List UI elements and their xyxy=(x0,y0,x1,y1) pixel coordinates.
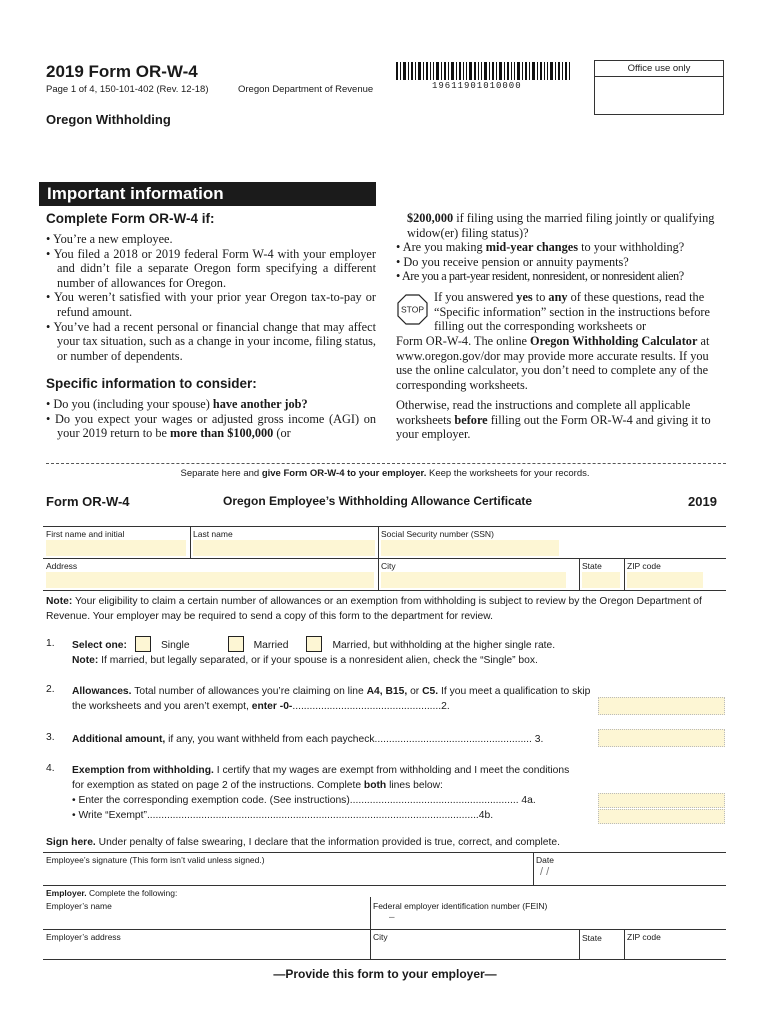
divider xyxy=(624,929,625,959)
list-item: • You’re a new employee. xyxy=(46,232,376,247)
divider xyxy=(579,929,580,959)
divider xyxy=(43,885,726,886)
ssn-label: Social Security number (SSN) xyxy=(381,529,494,539)
eligibility-note: Note: Your eligibility to claim a certain number of allowances or an exemption from withholding is subject to review by the Oregon Department of Revenue. Your employer may be required to send a copy of this form to the department for review. xyxy=(46,596,702,622)
section-title: Oregon Withholding xyxy=(46,112,171,127)
employer-zip-input[interactable] xyxy=(627,943,723,957)
married-higher-rate-checkbox[interactable] xyxy=(306,636,322,652)
first-name-input[interactable] xyxy=(46,540,186,556)
filing-status-note: Note: If married, but legally separated, or if your spouse is a nonresident alien, check the “Single” box. xyxy=(72,655,538,666)
line-number: 2. xyxy=(46,684,55,695)
address-input[interactable] xyxy=(46,572,374,588)
city-label: City xyxy=(381,561,396,571)
specific-info-heading: Specific information to consider: xyxy=(46,376,257,391)
exemption-text: Exemption from withholding. I certify that my wages are exempt from withholding and I meet the conditions for exemption as stated on page 2 of the instructions. Complete both lines below: xyxy=(72,765,570,791)
employer-zip-label: ZIP code xyxy=(627,932,661,942)
otherwise-instructions: Otherwise, read the instructions and complete all applicable worksheets before filling out the Form OR-W-4 and giving it to your employer. xyxy=(396,398,711,442)
list-item: • Do you receive pension or annuity payments? xyxy=(396,255,726,270)
divider xyxy=(190,526,191,558)
write-exempt-text: • Write “Exempt”....................................................................................................................4b. xyxy=(72,810,494,821)
right-column-questions xyxy=(396,211,726,284)
divider xyxy=(43,852,726,853)
list-item: • Are you making mid-year changes to your withholding? xyxy=(396,240,726,255)
last-name-label: Last name xyxy=(193,529,233,539)
additional-amount-text: Additional amount, if any, you want withheld from each paycheck....................................................... 3. xyxy=(72,734,544,745)
divider xyxy=(533,852,534,885)
divider xyxy=(43,590,726,591)
list-item: • You weren’t satisfied with your prior year Oregon tax-to-pay or refund amount. xyxy=(46,290,376,319)
calculator-info: Form OR-W-4. The online Oregon Withholding Calculator at www.oregon.gov/dor may provide more accurate results. If you use the online calculator, you don’t need to complete any of the corresponding worksheets. xyxy=(396,334,710,392)
stop-sign-icon xyxy=(397,294,428,325)
first-name-label: First name and initial xyxy=(46,529,125,539)
divider xyxy=(370,897,371,959)
employer-state-label: State xyxy=(582,933,602,943)
single-checkbox[interactable] xyxy=(135,636,151,652)
employer-name-label: Employer’s name xyxy=(46,901,112,911)
exemption-code-input[interactable] xyxy=(598,793,725,808)
exemption-code-text: • Enter the corresponding exemption code. (See instructions)........................................................... 4a. xyxy=(72,795,536,806)
list-item: • Do you (including your spouse) have another job? xyxy=(46,397,376,412)
office-use-label: Office use only xyxy=(595,61,723,77)
list-item: • Are you a part-year resident, nonresident, or nonresident alien? xyxy=(396,269,726,284)
exempt-input[interactable] xyxy=(598,809,725,824)
specific-info-list xyxy=(46,397,376,441)
employer-address-input[interactable] xyxy=(46,943,366,957)
employer-label: Employer. Complete the following: xyxy=(46,888,178,898)
line-number: 4. xyxy=(46,763,55,774)
cert-year: 2019 xyxy=(688,494,717,509)
cut-line xyxy=(46,463,726,464)
form-title: 2019 Form OR-W-4 xyxy=(46,62,198,81)
complete-if-heading: Complete Form OR-W-4 if: xyxy=(46,211,215,226)
last-name-input[interactable] xyxy=(193,540,375,556)
divider xyxy=(378,558,379,590)
line-number: 1. xyxy=(46,638,55,649)
address-label: Address xyxy=(46,561,78,571)
employer-city-input[interactable] xyxy=(373,943,576,957)
state-input[interactable] xyxy=(582,572,620,588)
allowances-input[interactable] xyxy=(598,697,725,715)
list-item: • Do you expect your wages or adjusted gross income (AGI) on your 2019 return to be more than $100,000 (or xyxy=(46,412,376,441)
barcode-number: 19611901010000 xyxy=(432,81,522,91)
employer-city-label: City xyxy=(373,932,388,942)
complete-if-list xyxy=(46,232,376,363)
date-input[interactable]: / / xyxy=(536,866,626,883)
filing-status-row: Select one: Single Married Married, but withholding at the higher single rate. xyxy=(72,636,726,653)
zip-label: ZIP code xyxy=(627,561,661,571)
date-label: Date xyxy=(536,855,554,865)
allowances-text: Allowances. Total number of allowances you’re claiming on line A4, B15, or C5. If you meet a qualification to skip the worksheets and you aren’t exempt, enter -0-....................................................2. xyxy=(72,686,591,712)
form-meta: Page 1 of 4, 150-101-402 (Rev. 12-18) xyxy=(46,84,209,95)
stop-instructions: If you answered yes to any of these questions, read the “Specific information” section in the instructions before filling out the corresponding worksheets or xyxy=(434,290,710,334)
married-checkbox[interactable] xyxy=(228,636,244,652)
divider xyxy=(43,526,726,527)
cert-title: Oregon Employee’s Withholding Allowance Certificate xyxy=(223,494,533,508)
list-item: • You’ve had a recent personal or financial change that may affect your tax situation, such as a change in your income, filing status, or number of dependents. xyxy=(46,320,376,364)
barcode xyxy=(396,62,570,80)
svg-text:STOP: STOP xyxy=(401,304,424,315)
department-name: Oregon Department of Revenue xyxy=(238,84,374,95)
footer-instruction: —Provide this form to your employer— xyxy=(273,967,497,981)
fein-label: Federal employer identification number (FEIN) xyxy=(373,901,548,911)
employee-signature-input[interactable] xyxy=(46,866,530,883)
employee-signature-label: Employee’s signature (This form isn’t valid unless signed.) xyxy=(46,855,265,865)
list-item: $200,000 if filing using the married filing jointly or qualifying widow(er) filing status)? xyxy=(407,211,715,240)
additional-amount-input[interactable] xyxy=(598,729,725,747)
important-info-bar: Important information xyxy=(39,182,376,206)
cert-form-name: Form OR-W-4 xyxy=(46,494,130,509)
fein-input[interactable]: – xyxy=(373,912,573,928)
employer-name-input[interactable] xyxy=(46,912,366,928)
state-label: State xyxy=(582,561,602,571)
divider xyxy=(43,959,726,960)
divider xyxy=(378,526,379,558)
office-use-box xyxy=(594,60,724,115)
employer-address-label: Employer’s address xyxy=(46,932,121,942)
sign-here-text: Sign here. Under penalty of false swearing, I declare that the information provided is true, correct, and complete. xyxy=(46,837,560,848)
city-input[interactable] xyxy=(381,572,566,588)
divider xyxy=(579,558,580,590)
zip-input[interactable] xyxy=(627,572,703,588)
list-item: • You filed a 2018 or 2019 federal Form W-4 with your employer and didn’t file a separate Oregon form specifying a different number of allowances for Oregon. xyxy=(46,247,376,291)
divider xyxy=(624,558,625,590)
line-number: 3. xyxy=(46,732,55,743)
ssn-input[interactable] xyxy=(381,540,559,556)
employer-state-input[interactable] xyxy=(582,943,620,957)
separate-here-text: Separate here and give Form OR-W-4 to your employer. Keep the worksheets for your records. xyxy=(180,468,590,479)
